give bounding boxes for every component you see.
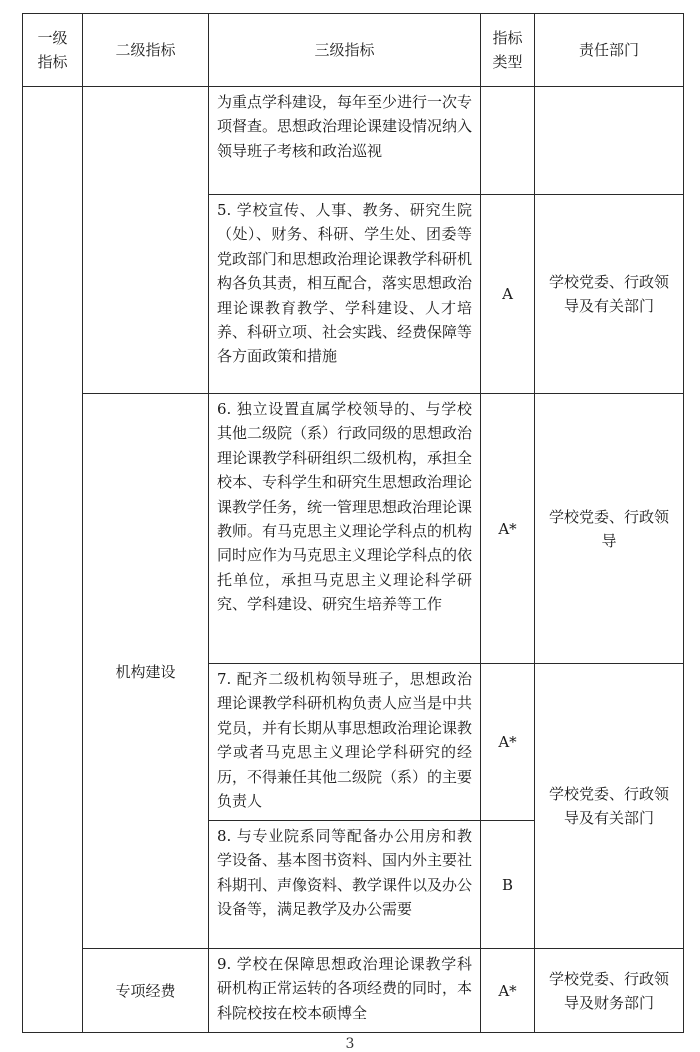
header-level1: 一级指标 [23,14,83,87]
indicator-text: 7. 配齐二级机构领导班子，思想政治理论课教学科研机构负责人应当是中共党员，并有长期从事思想政治理论课教学或者马克思主义理论学科研究的经历，不得兼任其他二级院（系）的主要负责人 [209,664,481,821]
level2-org: 机构建设 [83,394,209,949]
indicator-text: 为重点学科建设，每年至少进行一次专项督查。思想政治理论课建设情况纳入领导班子考核和政治巡视 [209,87,481,195]
responsible-dept [535,87,684,195]
indicator-type: A* [481,664,535,821]
indicator-text: 9. 学校在保障思想政治理论课教学科研机构正常运转的各项经费的同时，本科院校按在校本硕博全 [209,949,481,1033]
responsible-dept: 学校党委、行政领导 [535,394,684,664]
indicator-type [481,87,535,195]
indicator-text: 8. 与专业院系同等配备办公用房和教学设备、基本图书资料、国内外主要社科期刊、声像资料、教学课件以及办公设备等，满足教学及办公需要 [209,821,481,949]
indicator-type: A [481,195,535,394]
page-number: 3 [345,1036,355,1052]
indicator-type: B [481,821,535,949]
header-level3: 三级指标 [209,14,481,87]
header-row [23,14,684,87]
table-row [23,87,684,195]
indicator-type: A* [481,394,535,664]
level1-cell [23,87,83,1033]
indicator-type: A* [481,949,535,1033]
header-type: 指标类型 [481,14,535,87]
level2-cell-empty [83,87,209,394]
level2-funds: 专项经费 [83,949,209,1033]
indicator-table [22,13,684,1033]
responsible-dept: 学校党委、行政领导及有关部门 [535,664,684,949]
table-row [23,949,684,1033]
header-level2: 二级指标 [83,14,209,87]
table-row [23,394,684,664]
indicator-text: 5. 学校宣传、人事、教务、研究生院（处）、财务、科研、学生处、团委等党政部门和思想政治理论课教学科研机构各负其责，相互配合，落实思想政治理论课教育教学、学科建设、人才培养、科研立项、社会实践、经费保障等各方面政策和措施 [209,195,481,394]
responsible-dept: 学校党委、行政领导及财务部门 [535,949,684,1033]
header-dept: 责任部门 [535,14,684,87]
indicator-text: 6. 独立设置直属学校领导的、与学校其他二级院（系）行政同级的思想政治理论课教学科研组织二级机构，承担全校本、专科学生和研究生思想政治理论课教学任务，统一管理思想政治理论课教师。有马克思主义理论学科点的机构同时应作为马克思主义理论学科点的依托单位，承担马克思主义理论科学研究、学科建设、研究生培养等工作 [209,394,481,664]
responsible-dept: 学校党委、行政领导及有关部门 [535,195,684,394]
